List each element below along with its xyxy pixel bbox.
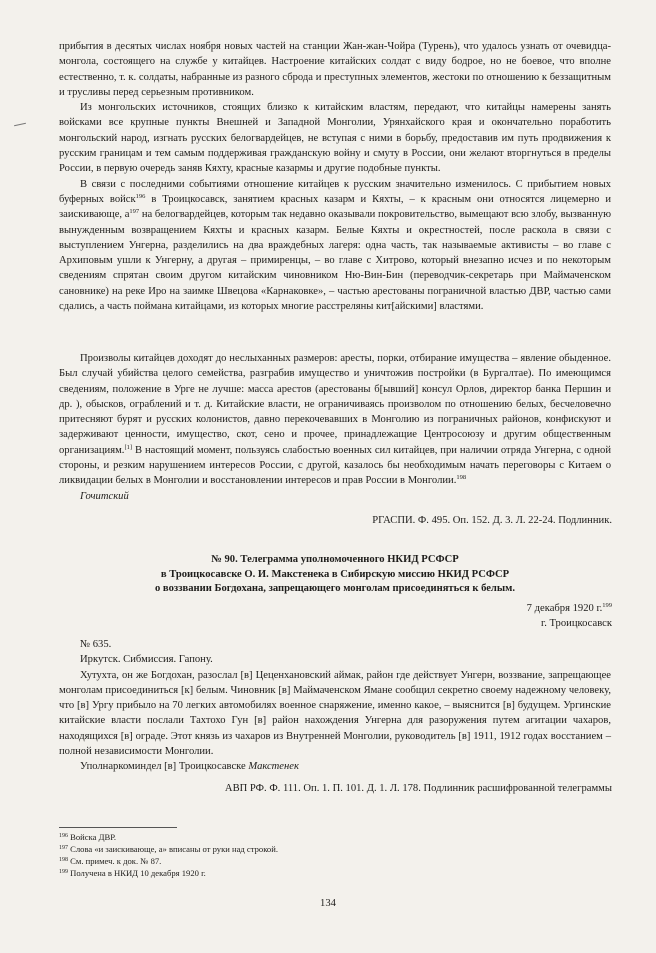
footnote: $^{196}$ Войска ДВР. [59,832,117,842]
document-title-line: о воззвании Богдохана, запрещающего монголам присоединяться к белым. [154,583,516,595]
letter-signature: Гочитский [80,490,129,502]
document-title [59,553,611,597]
signature-name: Макстенек [248,761,299,773]
archive-source: РГАСПИ. Ф. 495. Оп. 152. Д. 3. Л. 22-24. Подлинник. [372,515,612,526]
paragraph-text: на белогвардейцев, которым так недавно оказывали покровительство, вымещают всю злобу, вызванную вынужденным возвращением Кяхты и красных казарм. Белые Кяхты и окрестностей, после раскола в связи с выступлением Унгерна, разделились на два враждебных лагеря: одна часть, так называемые активисты – во главе с Архиповым ушли к Унгерну, а другая – примиренцы, – во главе с Хитрово, который внезапно исчез и по некоторым сведениям спрятан своим другом китайским чиновником Ню-Вин-Бин (переводчик-секретарь при Маймаченском сановнике) на реке Иро на заимке Швецова «Карнаковке», – частью арестованы пограничной властью ДВР, частью сами сдались, а часть поймана китайцами, из которых многие расстреляны кит[айскими] властями. [59,209,611,313]
letter-text-bottom [59,351,611,504]
letter-text-top [59,39,611,314]
footnote-ref: 199 [602,602,612,609]
telegram-body: Хутухта, он же Богдохан, разослал [в] Цеценхановский аймак, район где действует Унгерн, воззвание, запрещающее монголам присоединиться [к] белым. Чиновник [в] Маймаченском Ямане сообщил секретно своему надежному человеку, что [в] Ургу прибыло на 70 легких автомобилях военное снаряжение, именно какое, – выяснится [в] будущем. Ургинские китайские власти послали Тахтохо Гун [в] район нахождения Унгерна для разоружения путем агитации чахаров, находящихся [в] ограде. Этот князь из чахаров из Внутренней Монголии, руководитель [в] 1911, 1912 годах восстанием – полной независимости Монголии. [59,669,611,758]
paragraph [59,39,611,100]
document-date [527,601,612,616]
page-number: 134 [320,898,336,909]
paragraph-text: В связи с последними событиями отношение китайцев к русским значительно изменилось. С прибытием новых буферных войск [59,178,611,205]
paragraph-text: Произволы китайцев доходят до неслыханных размеров: аресты, порки, отбирание имущества – явление обыденное. Был случай убийства целого семейства, разграбив имущество и уничтожив постройки (в Бургалтае). По имеющимся сведениям, положение в Урге не лучше: масса арестов (арестованы б[ывший] консул Орлов, директор банка Першин и др. ), обысков, ограблений и т. д. Китайские власти, не ограничиваясь произволом по отношению белых, бесчеловечно притесняют бурят и русских колонистов, давно перекочевавших в Монголию из пограничных районов, конфискуют и задерживают ценности, имущество, скот, сено и прочее, принадлежащие Центросоюзу и другим общественным организациям. [59,353,611,456]
document-place: г. Троицкосавск [541,618,612,629]
signature-title: Уполнаркоминдел [в] Троицкосавске [80,761,246,773]
archive-source: АВП РФ. Ф. 111. Оп. 1. П. 101. Д. 1. Л. 178. Подлинник расшифрованной телеграммы [224,783,612,794]
footnote: $^{198}$ См. примеч. к док. № 87. [59,856,162,866]
telegram-address: Иркутск. Сибмиссия. Гапону. [80,654,213,666]
document-title-line: № 90. Телеграмма уполномоченного НКИД РСФСР [211,554,459,565]
footnotes [59,831,611,879]
footnote-ref: 198 [456,474,467,482]
footnote-ref: 196 [135,192,146,200]
paragraph-text: прибытия в десятых числах ноября новых частей на станции Жан-жан-Чойра (Турень), что удалось узнать от очевидца-монгола, состоящего на службе у китайцев. Настроение китайских солдат с виду бодрое, но не боевое, что вполне естественно, т. к. солдаты, набранные из разного сброда и преступных элементов, жестоки по отношению к беззащитным и трусливы перед серьезным противником. [59,41,611,98]
paragraph-text: Из монгольских источников, стоящих близко к китайским властям, передают, что китайцы намерены занять войсками все крупные пункты Внешней и Западной Монголии, Урянхайского края и окончательно поработить монгольский народ, изгнать русских белогвардейцев, не вступая с ними в борьбу, предоставив им путь продвижения к русским границам и тем самым поддерживая гражданскую войну и смуту в России, они желают вторгнуться в пределы России, в первую очередь заняв Кяхту, красные казармы и другие подобные пункты. [59,102,611,175]
telegram-text [59,637,611,775]
telegram-number: № 635. [80,639,112,650]
margin-pencil-mark [14,123,26,126]
document-title-line: в Троицкосавске О. И. Макстенека в Сибирскую миссию НКИД РСФСР [160,568,510,580]
document-date-text: 7 декабря 1920 г. [526,603,603,614]
footnote: $^{199}$ Получена в НКИД 10 декабря 1920 г. [59,868,206,878]
paragraph-text: В настоящий момент, пользуясь слабостью военных сил китайцев, при наличии отряда Унгерна, с одной стороны, и резким нарушением интересов России, с другой, казалось бы необходимым начать переговоры с Китаем о ликвидации белых в Монголии и восстановлении интересов и прав России в Монголии. [59,444,611,487]
telegram-signature [59,759,611,774]
paragraph [59,100,611,176]
paragraph [59,177,611,315]
footnote: $^{197}$ Слова «и заискивающе, а» вписаны от руки над строкой. [59,844,278,854]
footnote-ref: 197 [129,208,140,216]
footnote-divider [59,827,177,828]
paragraph [59,351,611,489]
paragraph-text: в Троицкосавск, занятием красных казарм и Кяхты, – к красным они относятся лицемерно и заискивающе, а [59,193,612,221]
footnote-ref: [1] [124,443,133,451]
